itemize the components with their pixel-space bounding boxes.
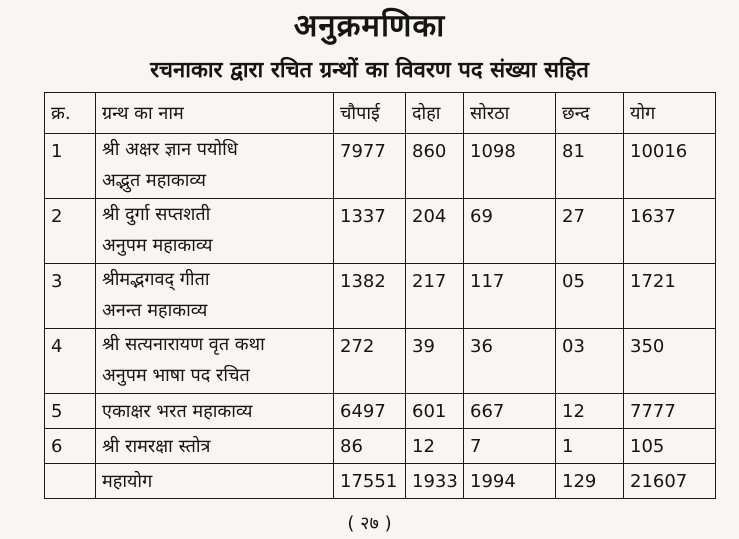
row-yog: 1637 [624, 199, 716, 264]
row-chaupai: 1337 [334, 199, 406, 264]
row-chhand: 1 [556, 429, 624, 464]
row-book-name: श्री सत्यनारायण वृत कथा अनुपम भाषा पद रचित [96, 329, 334, 394]
row-serial: 5 [45, 394, 96, 429]
row-serial: 3 [45, 264, 96, 329]
header-chhand: छन्द [556, 93, 624, 134]
header-chaupai: चौपाई [334, 93, 406, 134]
page-subtitle: रचनाकार द्वारा रचित ग्रन्थों का विवरण पद संख्या सहित [150, 58, 589, 83]
row-book-name: एकाक्षर भरत महाकाव्य [96, 394, 334, 429]
row-sortha: 667 [464, 394, 556, 429]
row-sortha: 7 [464, 429, 556, 464]
index-table [44, 92, 716, 499]
header-yog: योग [624, 93, 716, 134]
row-yog: 10016 [624, 134, 716, 199]
row-sortha: 117 [464, 264, 556, 329]
table-row [45, 329, 716, 394]
table-row [45, 394, 716, 429]
row-book-name: श्रीमद्भगवद् गीता अनन्त महाकाव्य [96, 264, 334, 329]
row-book-name: श्री दुर्गा सप्तशती अनुपम महाकाव्य [96, 199, 334, 264]
row-chhand: 12 [556, 394, 624, 429]
row-chaupai: 1382 [334, 264, 406, 329]
header-serial: क्र. [45, 93, 96, 134]
row-chhand: 03 [556, 329, 624, 394]
total-chaupai: 17551 [334, 464, 406, 499]
row-book-name: श्री अक्षर ज्ञान पयोधि अद्भुत महाकाव्य [96, 134, 334, 199]
total-chhand: 129 [556, 464, 624, 499]
row-yog: 105 [624, 429, 716, 464]
row-chhand: 05 [556, 264, 624, 329]
table-row [45, 429, 716, 464]
total-row [45, 464, 716, 499]
row-serial: 2 [45, 199, 96, 264]
row-yog: 7777 [624, 394, 716, 429]
table-header-row [45, 93, 716, 134]
table-row [45, 264, 716, 329]
row-doha: 217 [406, 264, 464, 329]
row-yog: 350 [624, 329, 716, 394]
row-yog: 1721 [624, 264, 716, 329]
total-sortha: 1994 [464, 464, 556, 499]
total-serial [45, 464, 96, 499]
page-title: अनुक्रमणिका [293, 8, 446, 44]
header-book-name: ग्रन्थ का नाम [96, 93, 334, 134]
row-chaupai: 6497 [334, 394, 406, 429]
table-row [45, 199, 716, 264]
row-serial: 4 [45, 329, 96, 394]
row-doha: 39 [406, 329, 464, 394]
row-doha: 204 [406, 199, 464, 264]
row-book-name: श्री रामरक्षा स्तोत्र [96, 429, 334, 464]
total-doha: 1933 [406, 464, 464, 499]
row-chhand: 81 [556, 134, 624, 199]
page-number: ( २७ ) [347, 513, 392, 534]
total-yog: 21607 [624, 464, 716, 499]
row-doha: 12 [406, 429, 464, 464]
row-sortha: 69 [464, 199, 556, 264]
row-chaupai: 7977 [334, 134, 406, 199]
row-doha: 601 [406, 394, 464, 429]
row-chaupai: 272 [334, 329, 406, 394]
row-chaupai: 86 [334, 429, 406, 464]
table-row [45, 134, 716, 199]
row-chhand: 27 [556, 199, 624, 264]
header-doha: दोहा [406, 93, 464, 134]
row-sortha: 36 [464, 329, 556, 394]
row-doha: 860 [406, 134, 464, 199]
total-label: महायोग [96, 464, 334, 499]
row-sortha: 1098 [464, 134, 556, 199]
row-serial: 6 [45, 429, 96, 464]
header-sortha: सोरठा [464, 93, 556, 134]
row-serial: 1 [45, 134, 96, 199]
